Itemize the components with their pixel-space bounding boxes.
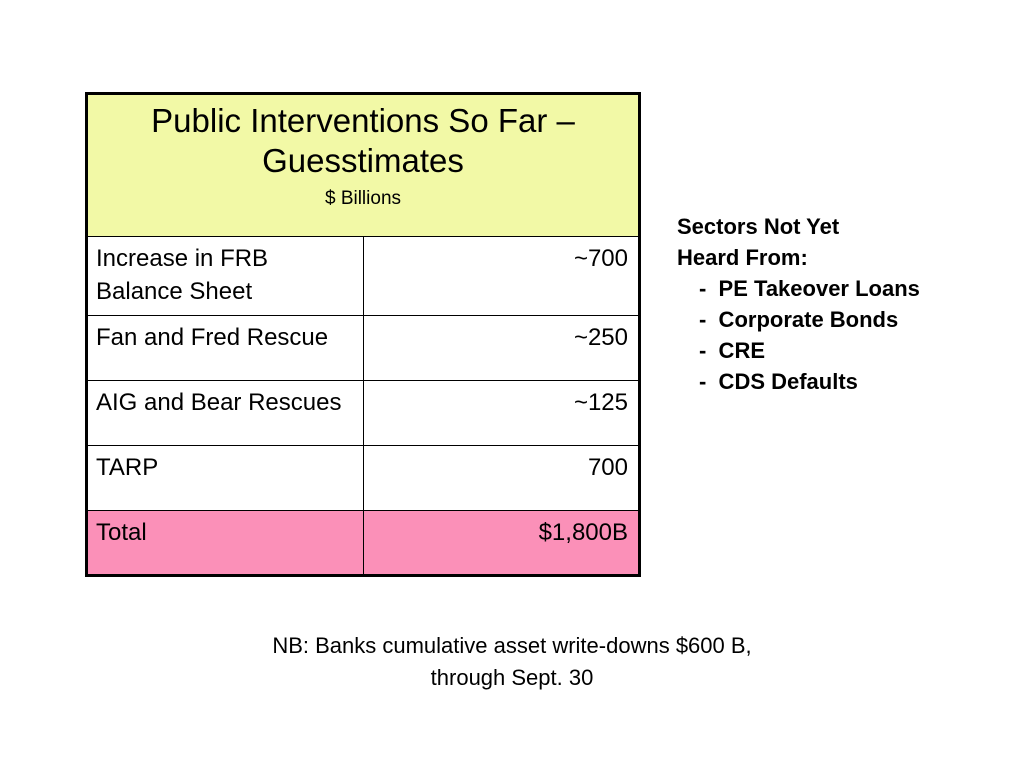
list-item: - CDS Defaults bbox=[699, 369, 858, 394]
list-item: - PE Takeover Loans bbox=[699, 276, 920, 301]
row-value: 700 bbox=[363, 446, 640, 511]
row-value: ~250 bbox=[363, 316, 640, 381]
table-header-cell bbox=[87, 94, 640, 237]
sectors-note-heading-line1: Sectors Not Yet bbox=[677, 214, 840, 239]
table-header-row bbox=[87, 94, 640, 237]
table-row bbox=[87, 237, 640, 316]
row-value: ~125 bbox=[363, 381, 640, 446]
row-label: Increase in FRB Balance Sheet bbox=[87, 237, 364, 316]
table-total-row bbox=[87, 511, 640, 576]
total-value: $1,800B bbox=[363, 511, 640, 576]
row-label: AIG and Bear Rescues bbox=[87, 381, 364, 446]
table-row bbox=[87, 381, 640, 446]
sectors-note-heading-line2: Heard From: bbox=[677, 245, 808, 270]
list-item: - CRE bbox=[699, 338, 765, 363]
total-label: Total bbox=[87, 511, 364, 576]
list-item: - Corporate Bonds bbox=[699, 307, 899, 332]
row-label: TARP bbox=[87, 446, 364, 511]
table-row bbox=[87, 316, 640, 381]
footnote-line1: NB: Banks cumulative asset write-downs $600 B, bbox=[272, 633, 752, 658]
table-row bbox=[87, 446, 640, 511]
row-value: ~700 bbox=[363, 237, 640, 316]
sectors-note bbox=[677, 211, 920, 397]
footnote bbox=[200, 630, 824, 694]
interventions-table bbox=[85, 92, 641, 577]
row-label: Fan and Fred Rescue bbox=[87, 316, 364, 381]
table-title: Public Interventions So Far – Guesstimates bbox=[151, 102, 575, 179]
footnote-line2: through Sept. 30 bbox=[430, 665, 594, 690]
table-subtitle: $ Billions bbox=[324, 188, 402, 209]
